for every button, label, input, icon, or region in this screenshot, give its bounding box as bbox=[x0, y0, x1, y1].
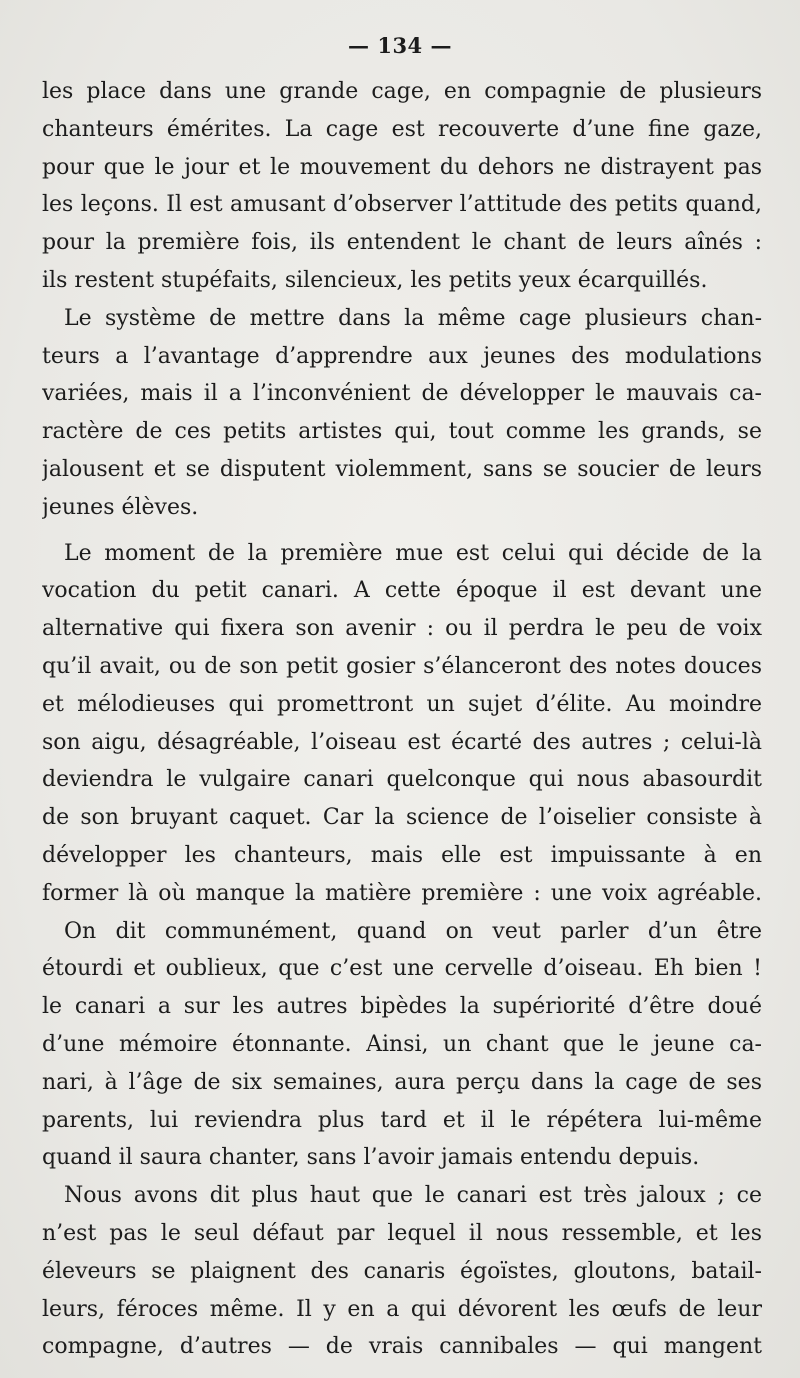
page-number-header: — 134 — bbox=[348, 33, 452, 58]
text-line: parents, lui reviendra plus tard et il le répétera lui-même bbox=[42, 1107, 762, 1133]
text-line: n’est pas le seul défaut par lequel il nous ressemble, et les bbox=[42, 1220, 762, 1246]
text-line: pour que le jour et le mouvement du dehors ne distrayent pas bbox=[42, 154, 762, 180]
text-line: teurs a l’avantage d’apprendre aux jeunes des modulations bbox=[42, 343, 762, 369]
text-line: et mélodieuses qui promettront un sujet d’élite. Au moindre bbox=[42, 691, 762, 717]
text-line: les place dans une grande cage, en compagnie de plusieurs bbox=[42, 79, 762, 104]
text-line: jalousent et se disputent violemment, sans se soucier de leurs bbox=[42, 456, 762, 482]
text-line: d’une mémoire étonnante. Ainsi, un chant que le jeune ca- bbox=[42, 1031, 762, 1057]
text-line: ractère de ces petits artistes qui, tout comme les grands, se bbox=[42, 419, 762, 445]
text-line: le canari a sur les autres bipèdes la supériorité d’être doué bbox=[42, 994, 762, 1020]
paragraph-gap bbox=[42, 527, 762, 535]
text-line: Nous avons dit plus haut que le canari est très jaloux ; ce bbox=[64, 1183, 762, 1209]
text-line: variées, mais il a l’inconvénient de développer le mauvais ca- bbox=[42, 381, 762, 407]
text-line: deviendra le vulgaire canari quelconque qui nous abasourdit bbox=[42, 767, 762, 793]
text-line: qu’il avait, ou de son petit gosier s’élanceront des notes douces bbox=[42, 653, 762, 679]
text-line: de son bruyant caquet. Car la science de l’oiselier consiste à bbox=[42, 805, 762, 831]
text-line: quand il saura chanter, sans l’avoir jamais entendu depuis. bbox=[42, 1145, 700, 1171]
text-line: vocation du petit canari. A cette époque il est devant une bbox=[42, 578, 762, 604]
text-line: chanteurs émérites. La cage est recouverte d’une fine gaze, bbox=[42, 116, 762, 142]
text-line: Le système de mettre dans la même cage plusieurs chan- bbox=[64, 305, 762, 331]
text-line: les leçons. Il est amusant d’observer l’attitude des petits quand, bbox=[42, 192, 762, 218]
text-line: compagne, d’autres — de vrais cannibales — qui mangent bbox=[42, 1334, 762, 1360]
body-text bbox=[42, 73, 762, 1366]
text-line: pour la première fois, ils entendent le chant de leurs aînés : bbox=[42, 230, 762, 256]
text-line: son aigu, désagréable, l’oiseau est écarté des autres ; celui-là bbox=[42, 729, 762, 755]
text-line: On dit communément, quand on veut parler d’un être bbox=[64, 918, 762, 944]
text-line: Le moment de la première mue est celui qui décide de la bbox=[64, 540, 762, 566]
text-line: alternative qui fixera son avenir : ou il perdra le peu de voix bbox=[42, 616, 762, 642]
text-line: éleveurs se plaignent des canaris égoïstes, gloutons, batail- bbox=[42, 1258, 762, 1284]
text-line: étourdi et oublieux, que c’est une cervelle d’oiseau. Eh bien ! bbox=[42, 956, 762, 982]
text-line: former là où manque la matière première : une voix agréable. bbox=[42, 880, 762, 906]
text-line: développer les chanteurs, mais elle est impuissante à en bbox=[42, 842, 762, 868]
text-line: ils restent stupéfaits, silencieux, les petits yeux écarquillés. bbox=[42, 267, 708, 293]
text-line: jeunes élèves. bbox=[42, 494, 199, 520]
text-line: leurs, féroces même. Il y en a qui dévorent les œufs de leur bbox=[42, 1296, 762, 1322]
text-line: nari, à l’âge de six semaines, aura perçu dans la cage de ses bbox=[42, 1069, 762, 1095]
